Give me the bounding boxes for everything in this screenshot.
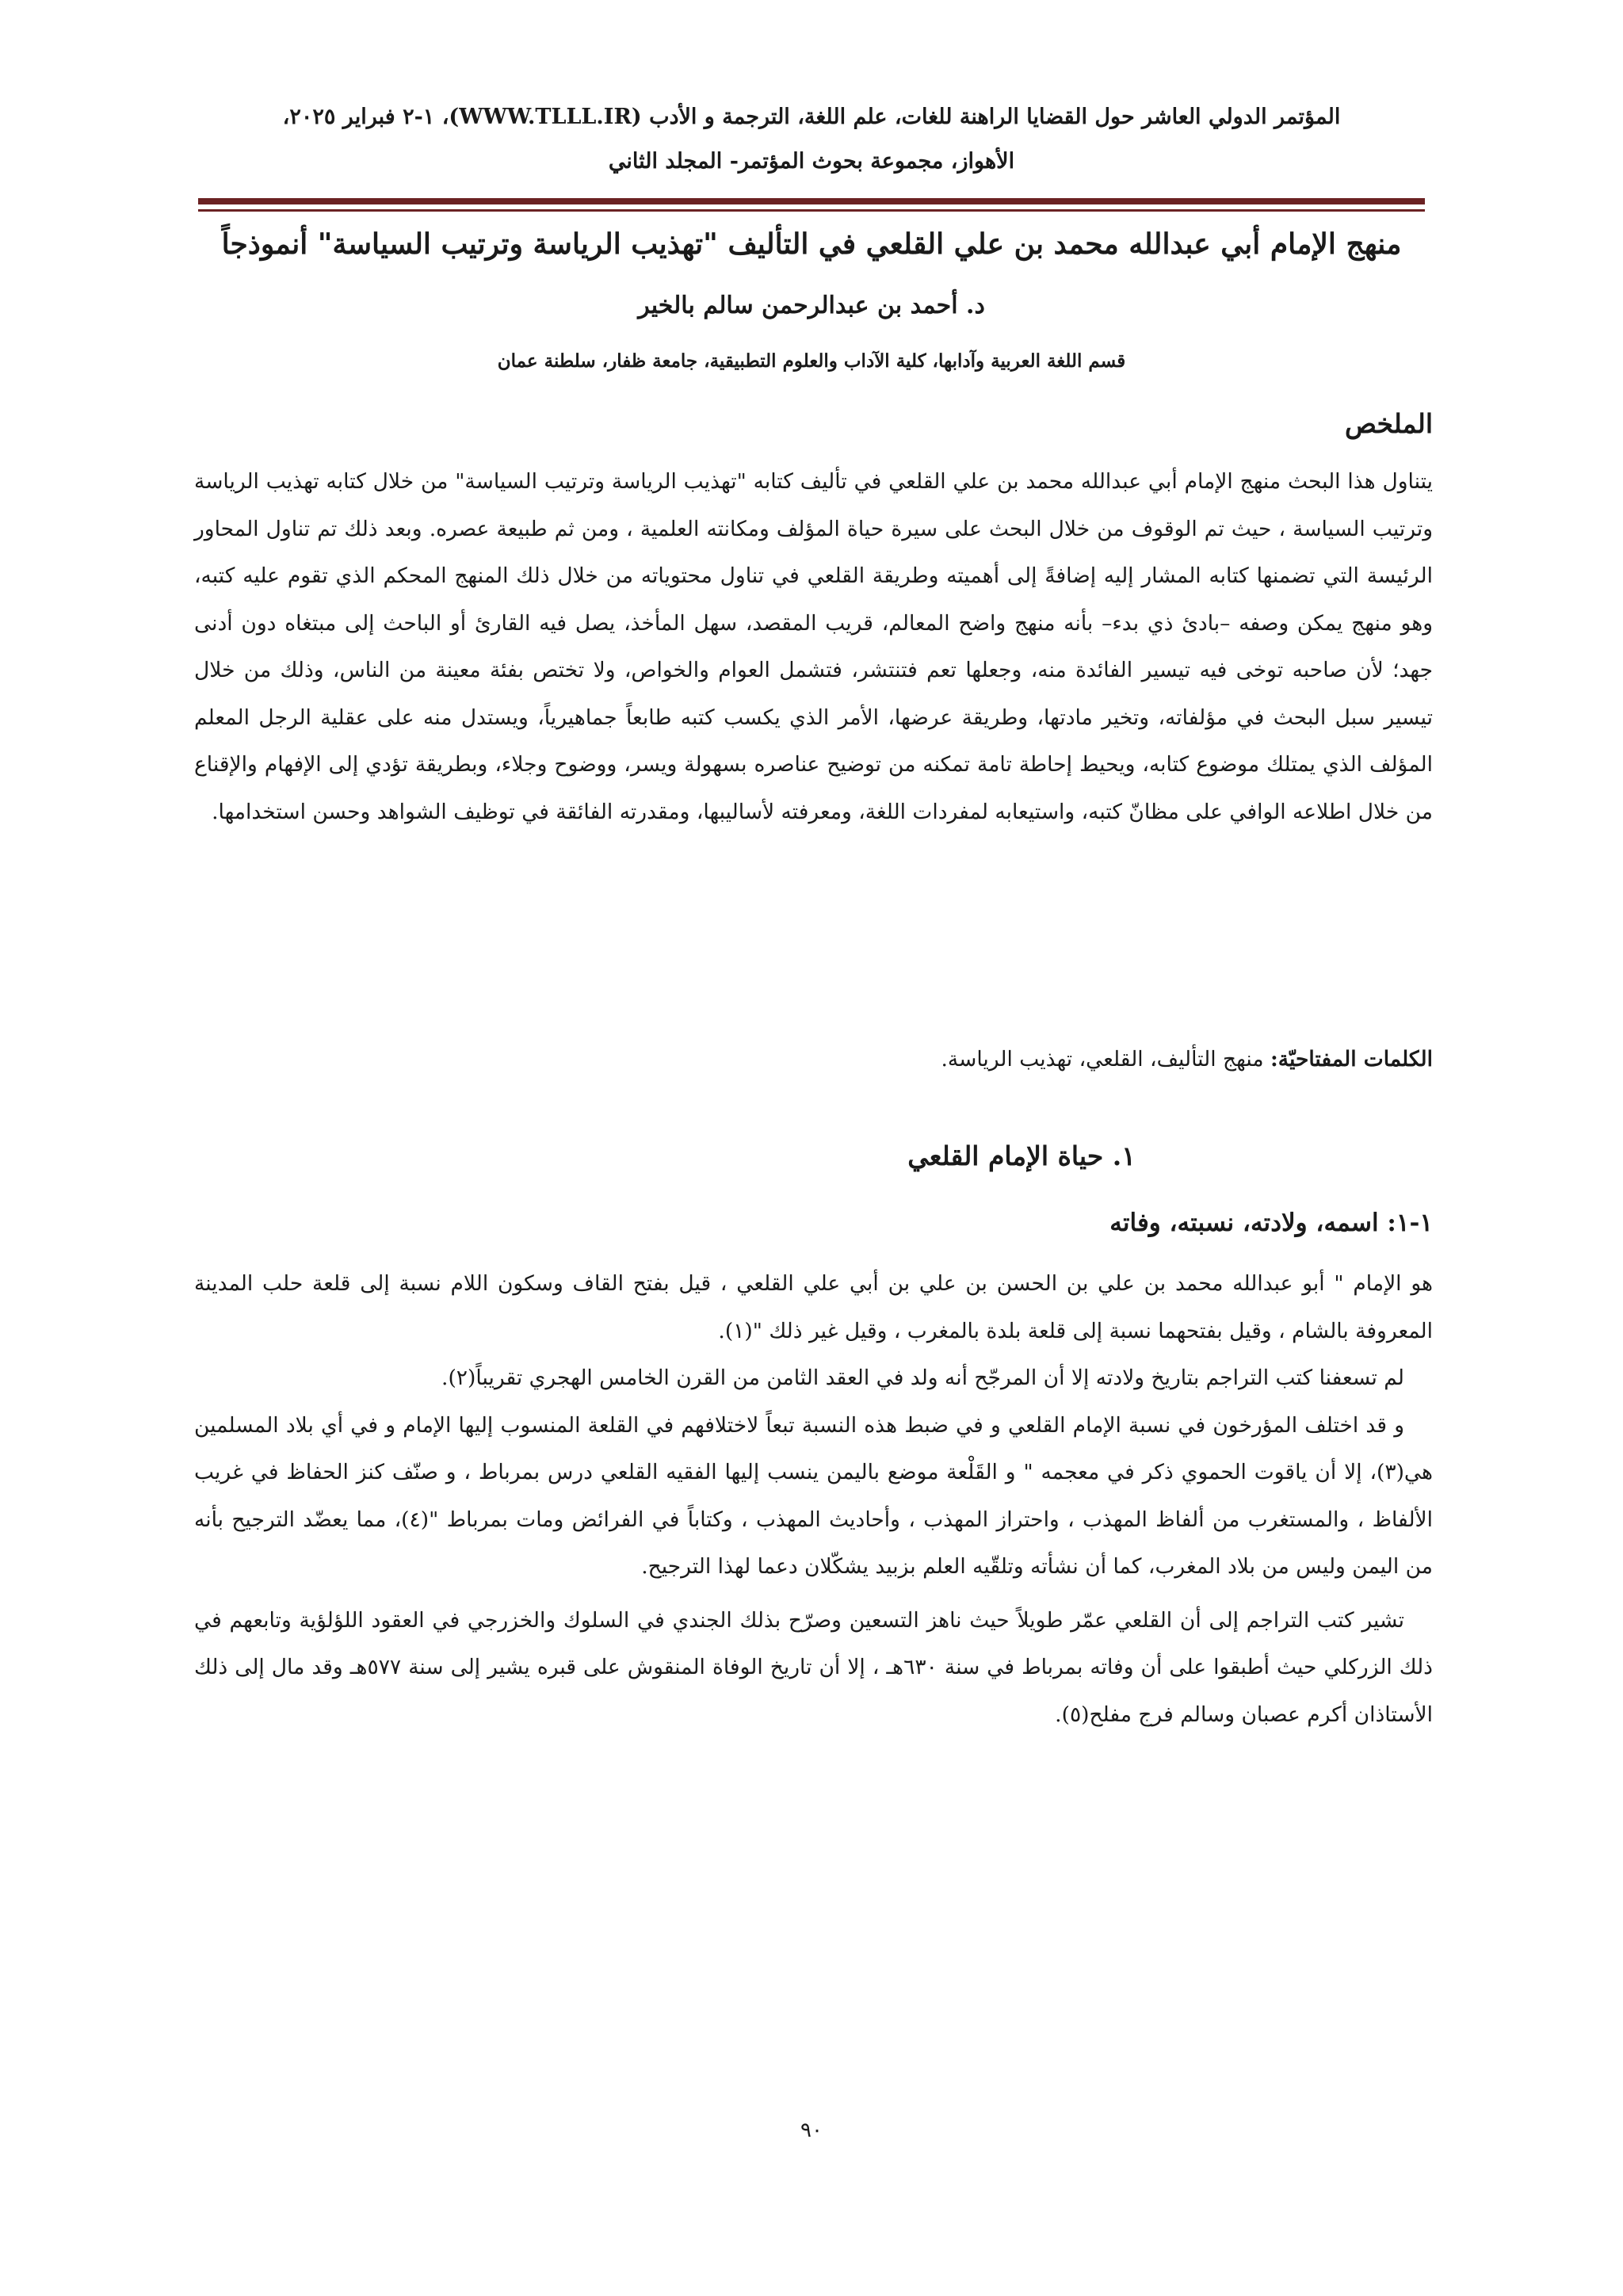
keywords-text: منهج التأليف، القلعي، تهذيب الرياسة. (941, 1047, 1270, 1072)
abstract-heading: الملخص (1345, 408, 1433, 439)
header-rule-thick (198, 198, 1425, 204)
section-heading: ١. حياة الإمام القلعي (907, 1140, 1136, 1171)
keywords (194, 1036, 1433, 1083)
paper-author: د. أحمد بن عبدالرحمن سالم بالخير (638, 292, 985, 319)
author-affiliation: قسم اللغة العربية وآدابها، كلية الآداب والعلوم التطبيقية، جامعة ظفار، سلطنة عمان (497, 350, 1126, 372)
section-body (194, 1260, 1433, 1738)
paper-title: منهج الإمام أبي عبدالله محمد بن علي القلعي في التأليف "تهذيب الرياسة وترتيب السياسة" أنموذجاً (221, 227, 1402, 261)
page-number: ٩٠ (800, 2118, 823, 2142)
keywords-label: الكلمات المفتاحيّة: (1270, 1047, 1433, 1072)
header-line-1: المؤتمر الدولي العاشر حول القضايا الراهنة للغات، علم اللغة، الترجمة و الأدب (WWW.TLLL.IR)، ١-٢ فبراير ٢٠٢٥، (282, 105, 1341, 129)
body-paragraph-3: و قد اختلف المؤرخون في نسبة الإمام القلعي و في ضبط هذه النسبة تبعاً لاختلافهم في القلعة المنسوب إليها الإمام و في أي بلاد المسلمين هي(٣)، إلا أن ياقوت الحموي ذكر في معجمه " و القَلْعة موضع باليمن ينسب إليها الفقيه القلعي درس بمرباط ، و صنّف كنز الحفاظ في غريب الألفاظ ، والمستغرب من ألفاظ المهذب ، واحتراز المهذب ، وأحاديث المهذب ، وكتاباً في الفرائض ومات بمرباط "(٤)، مما يعضّد الترجيح بأنه من اليمن وليس من بلاد المغرب، كما أن نشأته وتلقّيه العلم بزبيد يشكّلان دعما لهذا الترجيح. (194, 1412, 1434, 1579)
header-line-2: الأهواز، مجموعة بحوث المؤتمر- المجلد الثاني (608, 149, 1015, 174)
conference-header (198, 95, 1425, 184)
body-paragraph-2: لم تسعفنا كتب التراجم بتاريخ ولادته إلا أن المرجّح أنه ولد في العقد الثامن من القرن الخامس الهجري تقريباً(٢). (441, 1366, 1404, 1390)
body-paragraph-4: تشير كتب التراجم إلى أن القلعي عمّر طويلاً حيث ناهز التسعين وصرّح بذلك الجندي في السلوك والخزرجي في العقود اللؤلؤية وتابعهم في ذلك الزركلي حيث أطبقوا على أن وفاته بمرباط في سنة ٦٣٠هـ ، إلا أن تاريخ الوفاة المنقوش على قبره يشير إلى سنة ٥٧٧هـ وقد مال إلى ذلك الأستاذان أكرم عصبان وسالم فرج مفلح(٥). (194, 1607, 1433, 1727)
body-paragraph-1: هو الإمام " أبو عبدالله محمد بن علي بن الحسن بن علي بن أبي علي القلعي ، قيل بفتح القاف وسكون اللام نسبة إلى قلعة حلب المدينة المعروفة بالشام ، وقيل بفتحهما نسبة إلى قلعة بلدة بالمغرب ، وقيل غير ذلك "(١). (194, 1271, 1433, 1343)
header-rule-thin (198, 209, 1425, 212)
subsection-heading: ١-١: اسمه، ولادته، نسبته، وفاته (1109, 1209, 1433, 1237)
abstract-text: يتناول هذا البحث منهج الإمام أبي عبدالله محمد بن علي القلعي في تأليف كتابه "تهذيب الرياسة وترتيب السياسة" من خلال كتابه تهذيب الرياسة وترتيب السياسة ، حيث تم الوقوف من خلال البحث على سيرة حياة المؤلف ومكانته العلمية ، ومن ثم طبيعة عصره. وبعد ذلك تم تناول المحاور الرئيسة التي تضمنها كتابه المشار إليه إضافةً إلى أهميته وطريقة القلعي في تناول محتوياته من خلال ذلك المنهج المحكم الذي تقوم عليه كتبه، وهو منهج يمكن وصفه –بادئ ذي بدء– بأنه منهج واضح المعالم، قريب المقصد، سهل المأخذ، يصل فيه القارئ أو الباحث إلى مبتغاه دون أدنى جهد؛ لأن صاحبه توخى فيه تيسير الفائدة منه، وجعلها تعم فتنتشر، فتشمل العوام والخواص، ولا تختص بفئة معينة من الناس، وذلك من خلال تيسير سبل البحث في مؤلفاته، وتخير مادتها، وطريقة عرضها، الأمر الذي يكسب كتبه طابعاً جماهيرياً، ويستدل منه على عقلية الرجل المعلم المؤلف الذي يمتلك موضوع كتابه، ويحيط إحاطة تامة تمكنه من توضيح عناصره بسهولة ويسر، ووضوح وجلاء، وبطريقة تؤدي إلى الإفهام والإقناع من خلال اطلاعه الوافي على مظانّ كتبه، واستيعابه لمفردات اللغة، ومعرفته لأساليبها، ومقدرته الفائقة في توظيف الشواهد وحسن استخدامها. (194, 469, 1433, 824)
